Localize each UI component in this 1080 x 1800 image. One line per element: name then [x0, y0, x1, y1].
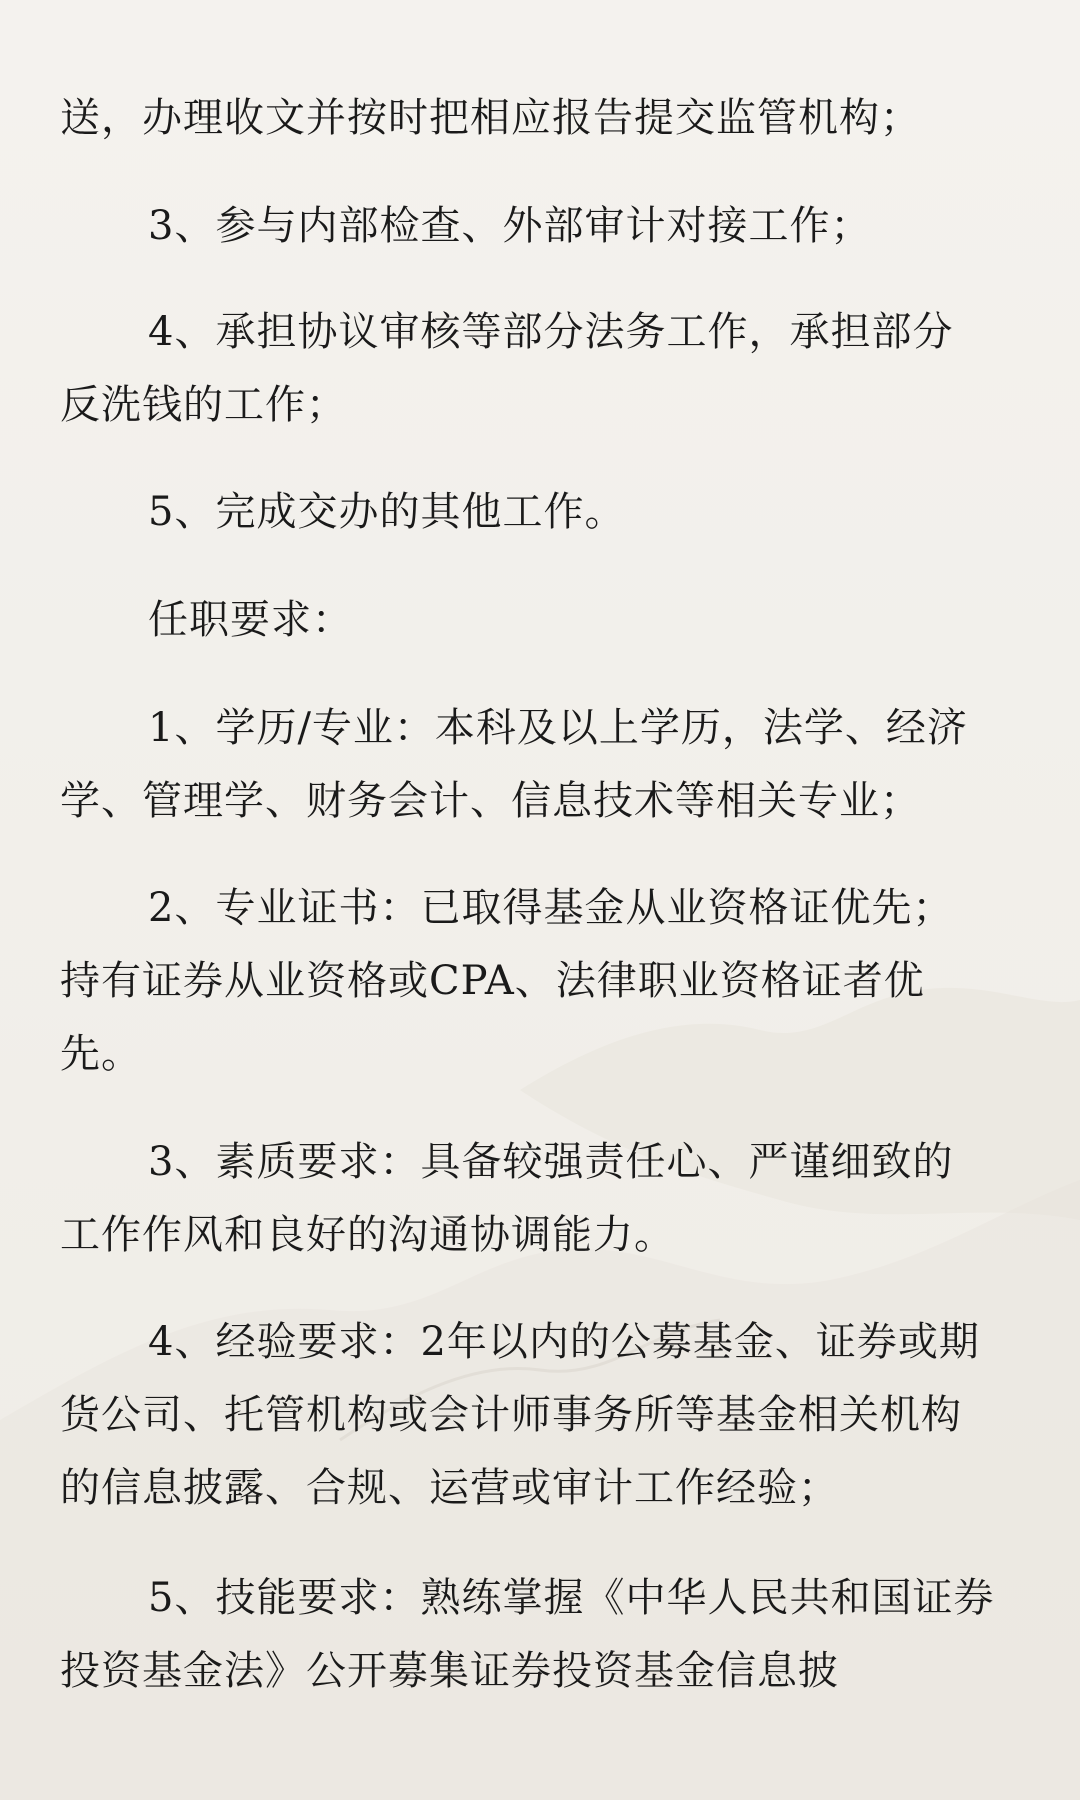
- text-line: 4、经验要求：2年以内的公募基金、证券或期: [148, 1319, 980, 1365]
- text-line: 的信息披露、合规、运营或审计工作经验；: [60, 1465, 839, 1511]
- text-line: 反洗钱的工作；: [60, 382, 347, 428]
- text-line: 学、管理学、财务会计、信息技术等相关专业；: [60, 778, 921, 824]
- paragraph: [60, 584, 1020, 657]
- text-line: 投资基金法》公开募集证券投资基金信息披: [60, 1648, 839, 1694]
- paragraph: [60, 1562, 1020, 1708]
- text-line: 送，办理收文并按时把相应报告提交监管机构；: [60, 95, 921, 141]
- text-line: 3、参与内部检查、外部审计对接工作；: [148, 203, 872, 249]
- text-line: 持有证券从业资格或CPA、法律职业资格证者优: [60, 958, 925, 1004]
- text-line: 5、完成交办的其他工作。: [148, 489, 626, 535]
- text-line: 3、素质要求：具备较强责任心、严谨细致的: [148, 1139, 954, 1185]
- section-heading: 任职要求：: [148, 597, 353, 643]
- text-line: 货公司、托管机构或会计师事务所等基金相关机构: [60, 1392, 962, 1438]
- text-line: 4、承担协议审核等部分法务工作，承担部分: [148, 309, 954, 355]
- paragraph: [60, 476, 1020, 549]
- paragraph: [60, 296, 1020, 442]
- text-line: 2、专业证书：已取得基金从业资格证优先；: [148, 885, 954, 931]
- paragraph: [60, 190, 1020, 263]
- text-line: 先。: [60, 1031, 142, 1077]
- paragraph: [60, 1126, 1020, 1272]
- paragraph: [60, 872, 1020, 1091]
- paragraph: [60, 692, 1020, 838]
- text-line: 工作作风和良好的沟通协调能力。: [60, 1212, 675, 1258]
- text-line: 1、学历/专业：本科及以上学历，法学、经济: [148, 705, 968, 751]
- paragraph: [60, 1306, 1020, 1525]
- text-line: 5、技能要求：熟练掌握《中华人民共和国证券: [148, 1575, 995, 1621]
- paragraph: [60, 82, 1020, 155]
